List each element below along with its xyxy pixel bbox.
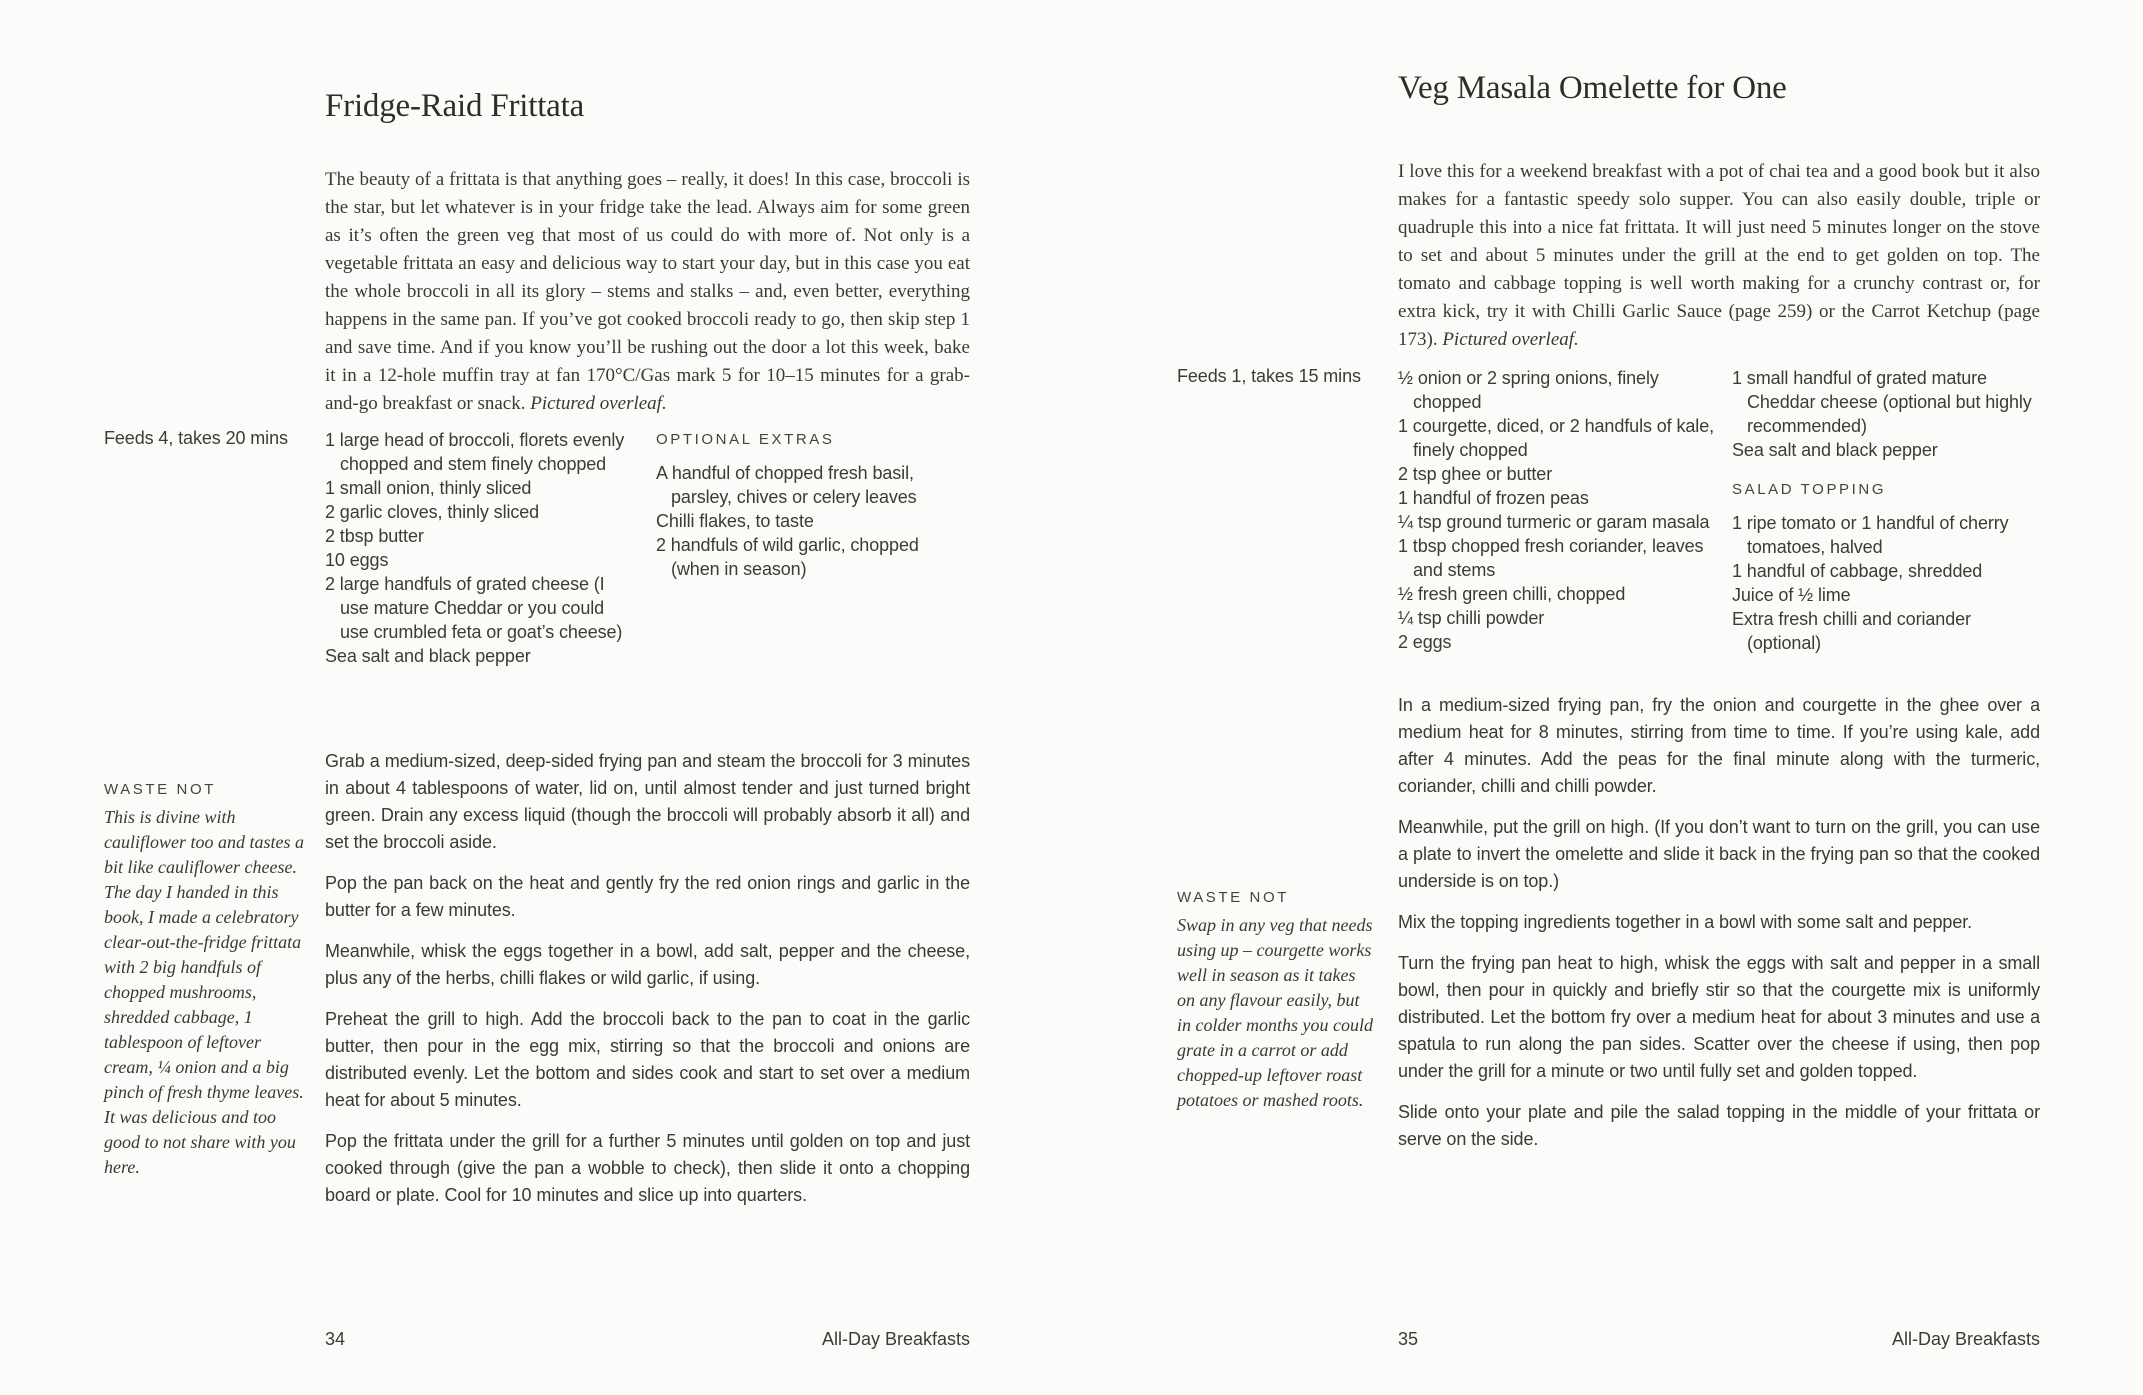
- waste-not-sidebar-left: [104, 781, 304, 1180]
- ingredient-item: 2 handfuls of wild garlic, chopped (when in season): [656, 535, 919, 579]
- serves-label-left: Feeds 4, takes 20 mins: [104, 428, 288, 448]
- optional-extras-header: OPTIONAL EXTRAS: [656, 431, 835, 448]
- footer-section-left: All-Day Breakfasts: [821, 1329, 970, 1349]
- method-section-left: [325, 748, 970, 1209]
- ingredients-column-1-right: [1398, 366, 1718, 654]
- recipe-intro-right: [1398, 158, 2040, 354]
- ingredient-item: 10 eggs: [325, 550, 389, 570]
- method-paragraph: Preheat the grill to high. Add the broccoli back to the pan to coat in the garlic butter, then pour in the egg mix, stirring so that the broccoli and onions are distributed evenly. Let the bottom and sides cook and start to set over a medium heat for about 5 minutes.: [325, 1009, 970, 1110]
- waste-not-header: WASTE NOT: [1177, 889, 1290, 906]
- method-paragraph: Meanwhile, whisk the eggs together in a bowl, add salt, pepper and the cheese, plus any of the herbs, chilli flakes or wild garlic, if using.: [325, 941, 970, 988]
- ingredients-column-2-right: [1732, 366, 2042, 655]
- footer-section-right: All-Day Breakfasts: [1891, 1329, 2040, 1349]
- ingredients-column-2-left: [656, 428, 971, 581]
- ingredient-item: 1 small handful of grated mature Cheddar cheese (optional but highly recommended): [1732, 368, 2032, 436]
- recipe-intro-left: [325, 166, 970, 418]
- waste-not-text: Swap in any veg that needs using up – courgette works well in season as it takes on any flavour easily, but in colder months you could grate in a carrot or add chopped-up leftover roast potatoes or mashed roots.: [1177, 915, 1373, 1110]
- method-paragraph: Turn the frying pan heat to high, whisk the eggs with salt and pepper in a small bowl, then pour in quickly and briefly stir so that the courgette mix is uniformly distributed. Let the bottom fry over a medium heat for about 3 minutes and use a spatula to run along the pan sides. Scatter over the cheese if using, then pop under the grill for a minute or two until fully set and golden topped.: [1398, 953, 2040, 1081]
- method-paragraph: Meanwhile, put the grill on high. (If you don’t want to turn on the grill, you can use a plate to invert the omelette and slide it back in the frying pan so that the cooked underside is on top.): [1398, 817, 2040, 891]
- ingredient-item: 1 ripe tomato or 1 handful of cherry tomatoes, halved: [1732, 513, 2009, 557]
- ingredient-item: 2 tbsp butter: [325, 526, 424, 546]
- page-left: [0, 0, 1071, 1395]
- recipe-title-right: Veg Masala Omelette for One: [1398, 70, 1787, 106]
- ingredients-column-1-left: [325, 428, 630, 668]
- ingredient-item: ¼ tsp chilli powder: [1398, 608, 1545, 628]
- page-right: [1072, 0, 2143, 1395]
- method-paragraph: Slide onto your plate and pile the salad topping in the middle of your frittata or serve on the side.: [1398, 1102, 2040, 1149]
- ingredient-item: 2 eggs: [1398, 632, 1452, 652]
- method-section-right: [1398, 692, 2040, 1153]
- ingredient-item: 1 large head of broccoli, florets evenly chopped and stem finely chopped: [325, 430, 625, 474]
- method-paragraph: Pop the frittata under the grill for a further 5 minutes until golden on top and just cooked through (give the pan a wobble to check), then slide it onto a chopping board or plate. Cool for 10 minutes and slice up into quarters.: [325, 1131, 970, 1205]
- page-number-right: 35: [1398, 1329, 1419, 1349]
- ingredient-item: Juice of ½ lime: [1732, 585, 1851, 605]
- ingredient-item: 1 small onion, thinly sliced: [325, 478, 532, 498]
- intro-text: I love this for a weekend breakfast with a pot of chai tea and a good book but it also makes for a fantastic speedy solo supper. You can also easily double, triple or quadruple this into a nice fat frittata. It will just need 5 minutes longer on the stove to set and about 5 minutes under the grill at the end to get golden on top. The tomato and cabbage topping is well worth making for a crunchy contrast or, for extra kick, try it with Chilli Garlic Sauce (page 259) or the Carrot Ketchup (page 173).: [1398, 161, 2040, 350]
- ingredient-item: A handful of chopped fresh basil, parsley, chives or celery leaves: [656, 463, 917, 507]
- ingredient-item: ¼ tsp ground turmeric or garam masala: [1398, 512, 1710, 532]
- intro-text: The beauty of a frittata is that anything goes – really, it does! In this case, broccoli is the star, but let whatever is in your fridge take the lead. Always aim for some green as it’s often the green veg that most of us could do with more of. Not only is a vegetable frittata an easy and delicious way to start your day, but in this case you eat the whole broccoli in all its glory – stems and stalks – and, even better, everything happens in the same pan. If you’ve got cooked broccoli ready to go, then skip step 1 and save time. And if you know you’ll be rushing out the door a lot this week, bake it in a 12-hole muffin tray at fan 170°C/Gas mark 5 for 10–15 minutes for a grab-and-go breakfast or snack.: [325, 169, 970, 414]
- ingredient-item: Sea salt and black pepper: [325, 646, 531, 666]
- salad-topping-header: SALAD TOPPING: [1732, 481, 1887, 498]
- ingredient-item: Chilli flakes, to taste: [656, 511, 814, 531]
- waste-not-sidebar-right: [1177, 889, 1377, 1113]
- ingredient-item: 2 large handfuls of grated cheese (I use mature Cheddar or you could use crumbled feta or goat’s cheese): [325, 574, 623, 642]
- ingredient-item: Sea salt and black pepper: [1732, 440, 1938, 460]
- page-number-left: 34: [325, 1329, 346, 1349]
- waste-not-header: WASTE NOT: [104, 781, 217, 798]
- method-paragraph: Mix the topping ingredients together in a bowl with some salt and pepper.: [1398, 912, 1973, 932]
- pictured-overleaf-note: Pictured overleaf.: [1442, 329, 1579, 350]
- ingredient-item: ½ fresh green chilli, chopped: [1398, 584, 1626, 604]
- ingredient-item: 2 tsp ghee or butter: [1398, 464, 1553, 484]
- ingredient-item: Extra fresh chilli and coriander (optional): [1732, 609, 1971, 653]
- serves-label-right: Feeds 1, takes 15 mins: [1177, 366, 1361, 386]
- ingredient-item: 1 courgette, diced, or 2 handfuls of kale, finely chopped: [1398, 416, 1715, 460]
- ingredient-item: 2 garlic cloves, thinly sliced: [325, 502, 540, 522]
- ingredient-item: ½ onion or 2 spring onions, finely chopped: [1398, 368, 1659, 412]
- ingredient-item: 1 handful of cabbage, shredded: [1732, 561, 1983, 581]
- ingredient-item: 1 handful of frozen peas: [1398, 488, 1589, 508]
- method-paragraph: Pop the pan back on the heat and gently fry the red onion rings and garlic in the butter for a few minutes.: [325, 873, 970, 920]
- ingredient-item: 1 tbsp chopped fresh coriander, leaves and stems: [1398, 536, 1704, 580]
- method-paragraph: Grab a medium-sized, deep-sided frying pan and steam the broccoli for 3 minutes in about 4 tablespoons of water, lid on, until almost tender and just turned bright green. Drain any excess liquid (though the broccoli will probably absorb it all) and set the broccoli aside.: [325, 751, 970, 852]
- pictured-overleaf-note: Pictured overleaf.: [530, 393, 667, 414]
- waste-not-text: This is divine with cauliflower too and tastes a bit like cauliflower cheese. The day I handed in this book, I made a celebratory clear-out-the-fridge frittata with 2 big handfuls of chopped mushrooms, shredded cabbage, 1 tablespoon of leftover cream, ¼ onion and a big pinch of fresh thyme leaves. It was delicious and too good to not share with you here.: [104, 807, 304, 1177]
- method-paragraph: In a medium-sized frying pan, fry the onion and courgette in the ghee over a medium heat for 8 minutes, stirring from time to time. If you’re using kale, add after 4 minutes. Add the peas for the final minute along with the turmeric, coriander, chilli and chilli powder.: [1398, 695, 2040, 796]
- recipe-title-left: Fridge-Raid Frittata: [325, 88, 585, 124]
